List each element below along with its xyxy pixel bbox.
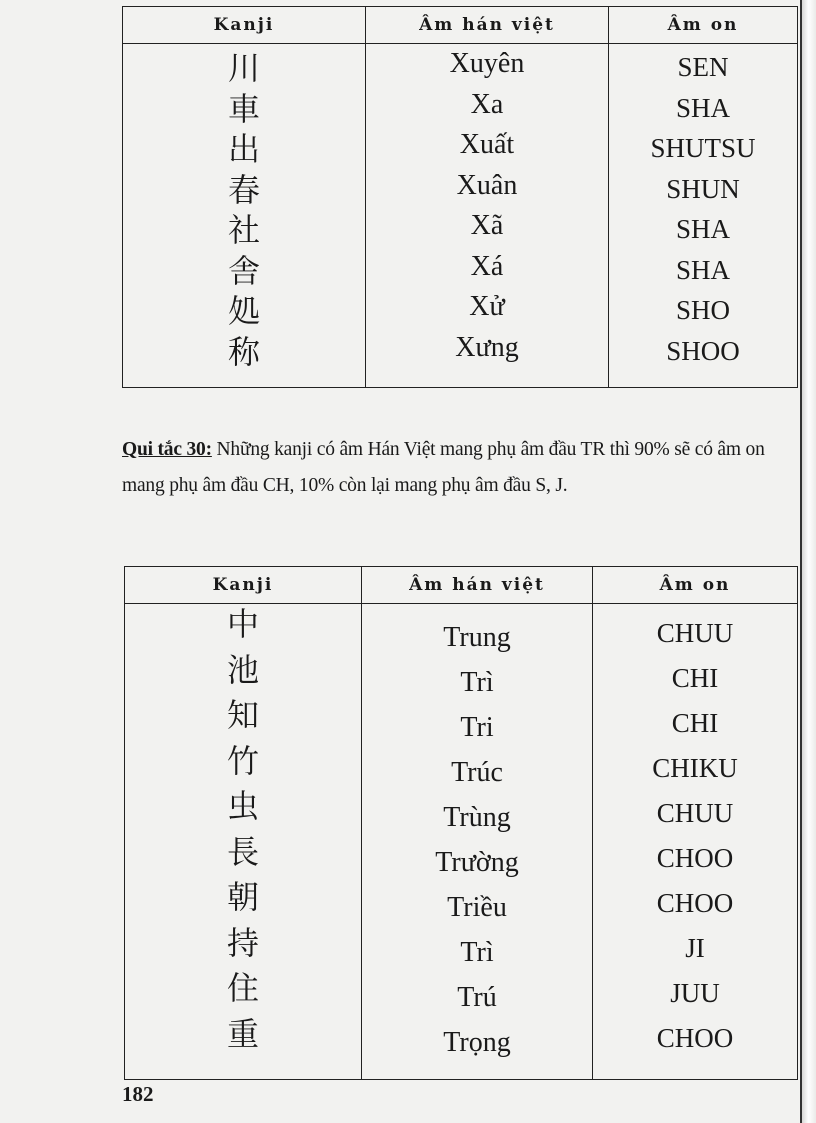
kanji-cell: 称 [227,332,260,371]
am-on-cell: SHUTSU [650,133,756,163]
kanji-cell: 竹 [226,741,259,780]
kanji-cell: 住 [226,969,259,1007]
kanji-cell: 持 [226,923,259,962]
header-am-han-viet: Âm hán việt [366,7,609,44]
kanji-table-1 [122,6,798,388]
kanji-cell: 朝 [226,878,259,916]
page-edge [800,0,816,1123]
kanji-cell: 池 [226,650,259,689]
kanji-cell: 出 [227,130,260,168]
am-han-viet-cell: Xá [470,250,504,282]
table-body-row [125,604,798,1080]
am-han-viet-cell: Trúc [451,757,503,788]
am-on-cell: CHOO [656,1023,734,1053]
am-on-cell: CHOO [656,888,734,918]
header-kanji: Kanji [123,7,366,44]
rule-text: Những kanji có âm Hán Việt mang phụ âm đầu TR thì 90% sẽ có âm on mang phụ âm đầu CH, 10% còn lại mang phụ âm đầu S, J. [122,439,765,496]
am-han-viet-cell: Trường [435,847,519,878]
am-han-viet-cell: Triều [447,892,507,923]
am-on-cell: SHA [675,214,730,244]
header-kanji: Kanji [125,567,362,604]
am-on-cell: SHA [675,92,730,123]
am-han-viet-cell: Xử [469,291,505,322]
am-han-viet-column [362,604,593,1080]
table-body-row [123,44,798,388]
am-on-cell: CHUU [656,618,734,648]
kanji-cell: 中 [226,605,259,643]
am-han-viet-cell: Trùng [443,802,511,833]
am-on-cell: CHI [671,663,719,693]
table-header-row [125,567,798,604]
am-on-cell: CHIKU [652,753,738,783]
am-on-cell: SEN [677,52,729,82]
header-am-han-viet: Âm hán việt [362,567,593,604]
am-han-viet-cell: Xuất [459,129,515,160]
kanji-column [125,604,362,1080]
table-header-row [123,7,798,44]
rule-title: Qui tắc 30: [122,439,212,460]
am-han-viet-cell: Trú [457,982,497,1013]
kanji-table-2 [124,566,798,1080]
am-on-cell: SHA [675,254,730,285]
am-han-viet-cell: Xã [470,210,504,241]
am-han-viet-cell: Xuyên [449,48,525,79]
am-on-column [593,604,798,1080]
kanji-cell: 川 [227,49,260,87]
am-on-cell: JI [685,933,705,963]
page-number: 182 [122,1082,154,1106]
rule-paragraph [122,432,798,504]
am-on-cell: CHUU [656,798,734,828]
am-on-cell: CHOO [656,843,734,873]
kanji-cell: 舎 [227,251,260,290]
header-am-on: Âm on [593,567,798,604]
am-han-viet-cell: Trì [460,667,494,698]
kanji-cell: 重 [226,1014,259,1053]
header-am-on: Âm on [609,7,798,44]
am-on-column [609,44,798,388]
am-on-cell: SHUN [666,173,740,204]
am-han-viet-cell: Trì [460,937,494,968]
am-on-cell: JUU [670,978,720,1008]
am-han-viet-cell: Xa [470,88,504,120]
kanji-cell: 虫 [226,787,259,825]
kanji-cell: 長 [226,832,259,871]
am-on-cell: SHO [675,295,730,325]
am-han-viet-cell: Tri [460,712,494,743]
kanji-cell: 車 [227,89,260,128]
kanji-cell: 社 [227,211,260,249]
am-han-viet-cell: Xuân [456,169,518,201]
kanji-cell: 春 [227,170,260,209]
kanji-cell: 処 [227,292,260,330]
am-han-viet-column [366,44,609,388]
kanji-cell: 知 [226,696,259,734]
am-han-viet-cell: Trọng [443,1027,511,1058]
kanji-column [123,44,366,388]
am-han-viet-cell: Xưng [455,331,519,363]
am-han-viet-cell: Trung [443,622,511,653]
am-on-cell: CHI [671,708,719,738]
am-on-cell: SHOO [666,335,740,366]
